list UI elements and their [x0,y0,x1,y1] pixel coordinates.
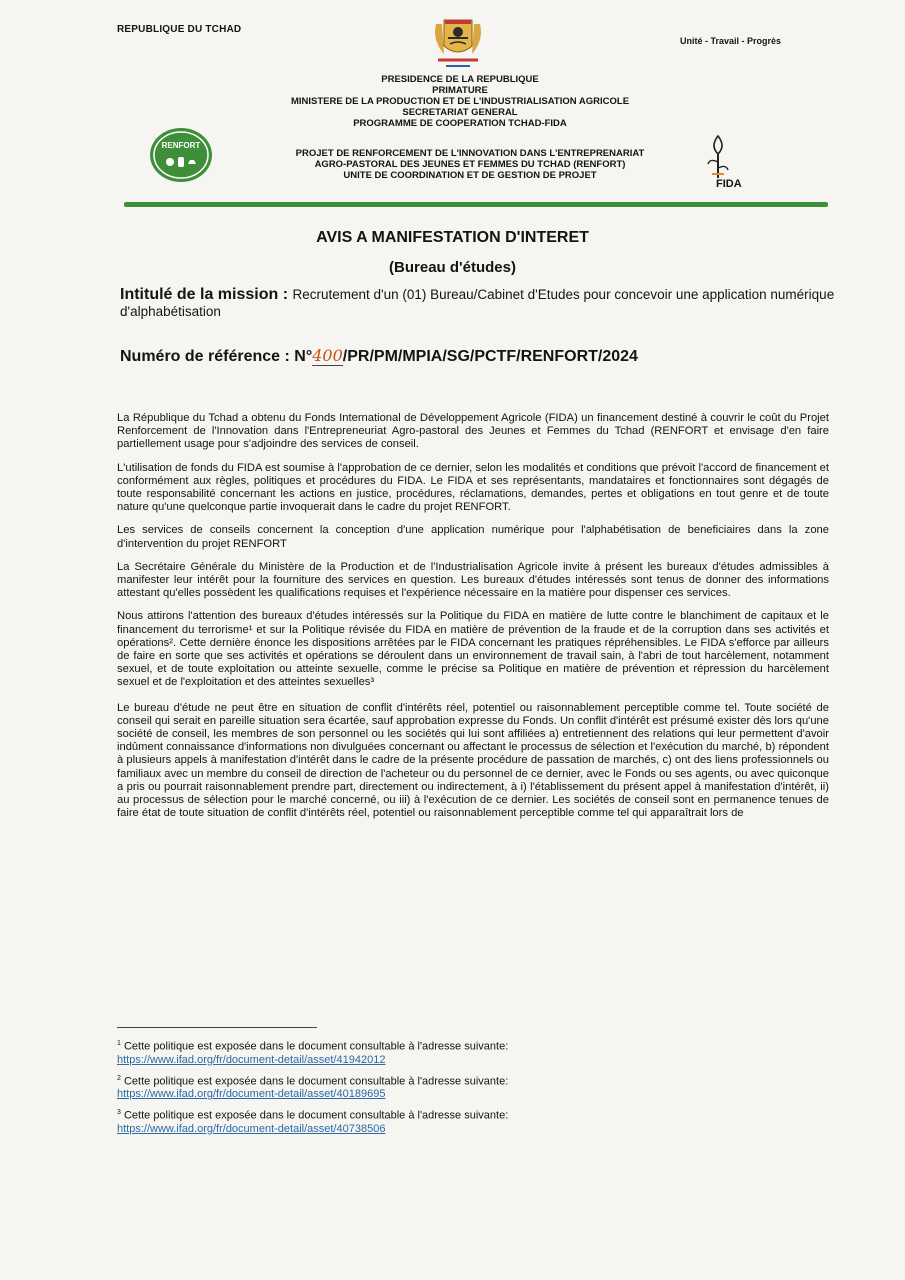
body-paragraph: Les services de conseils concernent la conception d'une application numérique pour l'alphabétisation de beneficiaires dans la zone d'intervention du projet RENFORT [117,524,829,550]
footnote-text: Cette politique est exposée dans le document consultable à l'adresse suivante: [123,1075,509,1088]
national-coat-of-arms-emblem [428,10,488,70]
header-divider [124,202,828,207]
institution-line: PROGRAMME DE COOPERATION TCHAD-FIDA [353,118,567,129]
fida-logo-text: FIDA [716,178,742,190]
mission-label: Intitulé de la mission [120,286,279,303]
institution-line: SECRETARIAT GENERAL [402,107,518,118]
footnote-text: Cette politique est exposée dans le document consultable à l'adresse suivante: [123,1040,509,1053]
body-paragraph: La Secrétaire Générale du Ministère de la Production et de l'Industrialisation Agricole invite à présent les bureaux d'études admissibles à manifester leur intérêt pour la fourniture des services en question. Les bureaux d'études intéressés sont tenus de donner des informations attestant qu'elles possèdent les qualifications requises et l'expérience nécessaire en la matière pour dispenser ces services. [117,560,829,600]
footnotes [117,1037,677,1141]
body-paragraph: Le bureau d'étude ne peut être en situation de conflit d'intérêts réel, potentiel ou raisonnablement perceptible comme tel. Toute société de conseil qui serait en pareille situation sera écartée, sauf approbation expresse du Fonds. Un conflit d'intérêt est présumé exister dès lors qu'une société de conseil, les membres de son personnel ou les sociétés qui lui sont affiliées a) entretiennent des relations qui leur permettent d'avoir indûment connaissance d'informations non divulguées concernant ou affectant le processus de sélection et l'exécution du marché, b) répondent à plusieurs appels à manifestation d'intérêt dans le cadre de la présente procédure de passation de marchés, c) ont des liens professionnels ou familiaux avec un membre du conseil de direction de l'acheteur ou du personnel de ce dernier, avec le Fonds ou ses agents, ou avec quiconque a pris ou pourrait raisonnablement prendre part, directement ou indirectement, à i) l'établissement du présent appel à manifestation d'intérêt, ii) au processus de sélection pour le marché concerné, ou iii) à l'exécution de ce dernier. Les sociétés de conseil sont en permanence tenues de faire état de toute situation de conflit d'intérêts réel, potentiel ou raisonnablement perceptible comme tel qui apparaîtrait lors de [117,701,829,820]
reference-number [120,346,840,366]
reference-suffix: /PR/PM/MPIA/SG/PCTF/RENFORT/2024 [342,348,638,365]
footnote-link[interactable]: https://www.ifad.org/fr/document-detail/asset/40189695 [117,1088,386,1101]
mission-statement: Intitulé de la mission : Recrutement d'un (01) Bureau/Cabinet d'Etudes pour concevoir une application numérique d'alphabétisation [120,286,835,319]
reference-handwritten-number: 400 [312,346,343,365]
renfort-logo-text: RENFORT [161,141,201,150]
footnote-link[interactable]: https://www.ifad.org/fr/document-detail/asset/40738506 [117,1122,386,1135]
footnote-number: 2 [117,1074,121,1082]
mission-text: Recrutement d'un (01) Bureau/Cabinet d'Etudes pour concevoir une application numérique d'alphabétisation [120,287,835,319]
footnote [117,1072,677,1102]
footnote-number: 1 [117,1040,121,1047]
body-paragraph: La République du Tchad a obtenu du Fonds International de Développement Agricole (FIDA) un financement destiné à couvrir le coût du Projet Renforcement de l'Innovation dans l'Entrepreneuriat Agro-pastoral des Jeunes et Femmes du Tchad (RENFORT et envisage d'en faire partiellement usage pour s'adjoindre des services de conseil. [117,412,829,451]
institution-line: MINISTERE DE LA PRODUCTION ET DE L'INDUSTRIALISATION AGRICOLE [290,96,630,107]
reference-label: Numéro de référence : N° [120,348,313,365]
country-name: REPUBLIQUE DU TCHAD [117,24,242,35]
footnote-divider [117,1027,317,1028]
institution-line: PRESIDENCE DE LA REPUBLIQUE [381,74,539,85]
project-line: AGRO-PASTORAL DES JEUNES ET FEMMES DU TCHAD (RENFORT) [314,159,626,170]
document-title: AVIS A MANIFESTATION D'INTERET [316,229,589,246]
footnote [117,1106,677,1136]
project-lines [235,148,705,181]
footnote-link[interactable]: https://www.ifad.org/fr/document-detail/asset/41942012 [117,1053,386,1066]
renfort-logo [148,126,214,184]
institution-line: PRIMATURE [432,85,488,96]
document-subtitle: (Bureau d'études) [389,259,516,276]
national-motto: Unité - Travail - Progrès [680,36,782,46]
footnote-text: Cette politique est exposée dans le document consultable à l'adresse suivante: [123,1109,509,1122]
footnote [117,1037,677,1067]
body-paragraph: Nous attirons l'attention des bureaux d'études intéressés sur la Politique du FIDA en matière de lutte contre le blanchiment de capitaux et le financement du terrorisme¹ et sur la Politique révisée du FIDA en matière de prévention de la fraude et de la corruption dans ses activités et opérations². Cette dernière énonce les dispositions arrêtées par le FIDA concernant les pratiques répréhensibles. Le FIDA s'efforce par ailleurs de faire en sorte que ses activités et opérations se déroulent dans un environnement de travail sain, à l'abri de tout harcèlement, notamment sexuel, et de toute exploitation ou atteinte sexuelle, comme le précise sa Politique en matière de prévention et répression du harcèlement sexuel et de l'exploitation et des atteintes sexuelles³ [117,610,829,689]
project-line: UNITE DE COORDINATION ET DE GESTION DE PROJET [343,170,597,181]
project-line: PROJET DE RENFORCEMENT DE L'INNOVATION DANS L'ENTREPRENARIAT [295,148,645,159]
footnote-number: 3 [117,1109,121,1117]
institution-lines [235,74,685,129]
document-body [117,412,829,830]
body-paragraph: L'utilisation de fonds du FIDA est soumise à l'approbation de ce dernier, selon les modalités et conditions que prévoit l'accord de financement et conformément aux règles, politiques et procédures du FIDA. Le FIDA et ses représentants, mandataires et fonctionnaires sont dégagés de toute responsabilité concernant les actions en justice, procédures, réclamations, demandes, pertes et obligations en tout genre et de toute nature qu'une quelconque partie invoquerait dans le cadre du projet RENFORT. [117,461,829,514]
